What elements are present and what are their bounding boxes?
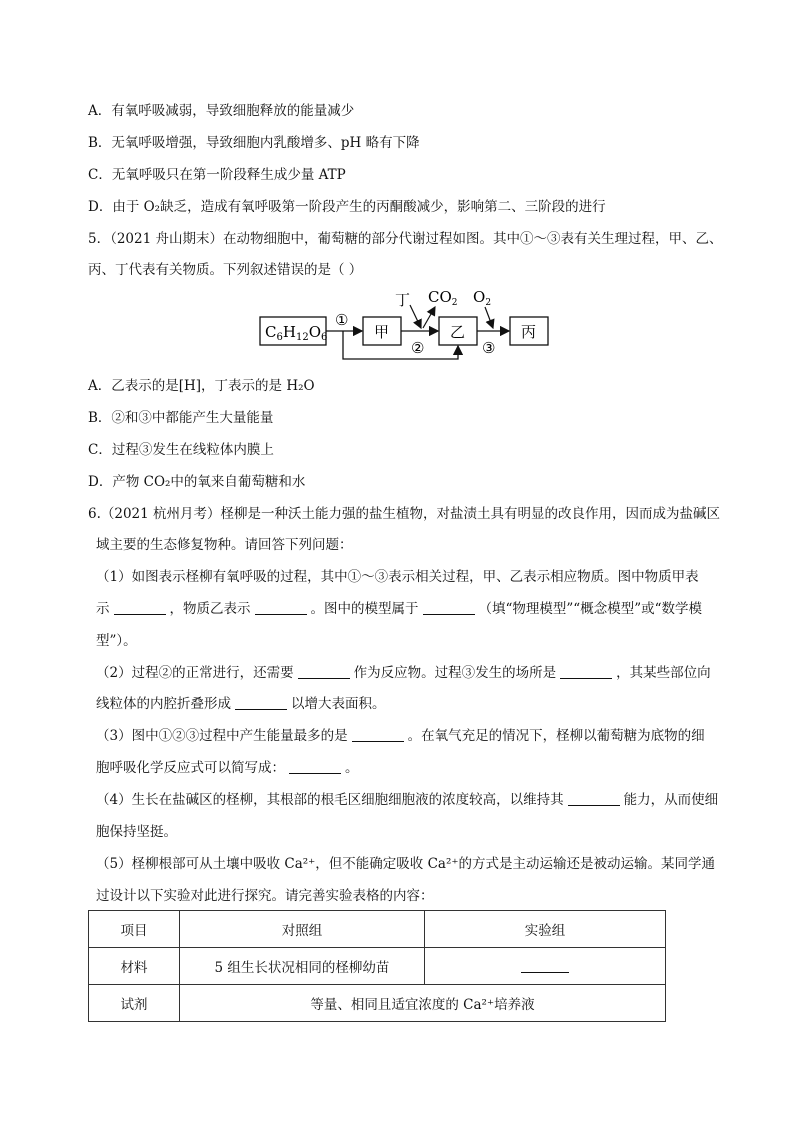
q4-option-d: D．由于 O₂缺乏，造成有氧呼吸第一阶段产生的丙酮酸减少，影响第二、三阶段的进行 (88, 199, 606, 215)
table-row (89, 911, 666, 948)
q6-part2-line1: （2）过程②的正常进行，还需要 作为反应物。过程③发生的场所是 ，其某些部位向 (96, 665, 711, 681)
q5-metabolism-diagram (255, 285, 555, 371)
step1-label: ① (335, 311, 349, 329)
q6-part5-line2: 过设计以下实验对此进行探究。请完善实验表格的内容： (96, 888, 434, 904)
q6-part1-line3: 型”）。 (96, 633, 137, 649)
q4-option-b: B．无氧呼吸增强，导致细胞内乳酸增多、pH 略有下降 (88, 135, 420, 151)
q4-option-a: A．有氧呼吸减弱，导致细胞释放的能量减少 (88, 103, 355, 119)
table-cell-reagent-label: 试剂 (89, 985, 180, 1022)
q6-part5-line1: （5）柽柳根部可从土壤中吸收 Ca²⁺，但不能确定吸收 Ca²⁺的方式是主动运输还是被动运输。某同学通 (96, 856, 716, 872)
q6-part4-line1: （4）生长在盐碱区的柽柳，其根部的根毛区细胞细胞液的浓度较高，以维持其 能力，从而使细 (96, 792, 719, 808)
q5-stem-line2: 丙、丁代表有关物质。下列叙述错误的是（ ） (88, 262, 363, 278)
yi-label: 乙 (450, 323, 466, 341)
co2-label: $CO_2$ (428, 288, 458, 308)
q5-option-a: A．乙表示的是[H]，丁表示的是 H₂O (88, 378, 315, 394)
table-cell-reagent-value: 等量、相同且适宜浓度的 Ca²⁺培养液 (180, 985, 666, 1022)
table-cell-material-label: 材料 (89, 948, 180, 985)
glucose-label: $C_6H_{12}O_6$ (265, 323, 328, 343)
q5-option-b: B．②和③中都能产生大量能量 (88, 410, 274, 426)
q6-stem-line1: 6.（2021 杭州月考）柽柳是一种沃土能力强的盐生植物，对盐渍土具有明显的改良作用，因而成为盐碱区 (88, 506, 721, 522)
table-cell-material-experiment[interactable] (425, 948, 666, 985)
experiment-table (88, 910, 666, 1022)
o2-label: $O_2$ (473, 288, 492, 308)
jia-label: 甲 (374, 323, 390, 341)
q5-option-d: D．产物 CO₂中的氧来自葡萄糖和水 (88, 474, 306, 490)
table-row (89, 985, 666, 1022)
q5-stem-line1: 5．（2021 舟山期末）在动物细胞中，葡萄糖的部分代谢过程如图。其中①～③表有关生理过程，甲、乙、 (88, 231, 723, 247)
step2-label: ② (411, 339, 425, 357)
table-header-experiment: 实验组 (425, 911, 666, 948)
table-cell-material-control: 5 组生长状况相同的柽柳幼苗 (180, 948, 425, 985)
table-row (89, 948, 666, 985)
q6-part1-line2: 示 ，物质乙表示 。图中的模型属于 （填“物理模型”“概念模型”或“数学模 (96, 601, 703, 617)
q5-option-c: C．过程③发生在线粒体内膜上 (88, 442, 274, 458)
q6-part3-line1: （3）图中①②③过程中产生能量最多的是 。在氧气充足的情况下，柽柳以葡萄糖为底物的细 (96, 728, 705, 744)
q6-stem-line2: 域主要的生态修复物种。请回答下列问题： (96, 537, 353, 553)
table-header-item: 项目 (89, 911, 180, 948)
q6-part3-line2: 胞呼吸化学反应式可以简写成： 。 (96, 760, 359, 776)
table-header-control: 对照组 (180, 911, 425, 948)
q6-part1-line1: （1）如图表示柽柳有氧呼吸的过程，其中①～③表示相关过程，甲、乙表示相应物质。图中物质甲表 (96, 569, 699, 585)
q4-option-c: C．无氧呼吸只在第一阶段释生成少量 ATP (88, 167, 346, 183)
q6-part4-line2: 胞保持坚挺。 (96, 824, 177, 840)
ding-label: 丁 (395, 291, 411, 309)
bing-label: 丙 (521, 323, 537, 341)
step3-label: ③ (482, 339, 496, 357)
q6-part2-line2: 线粒体的内腔折叠形成 以增大表面积。 (96, 696, 386, 712)
